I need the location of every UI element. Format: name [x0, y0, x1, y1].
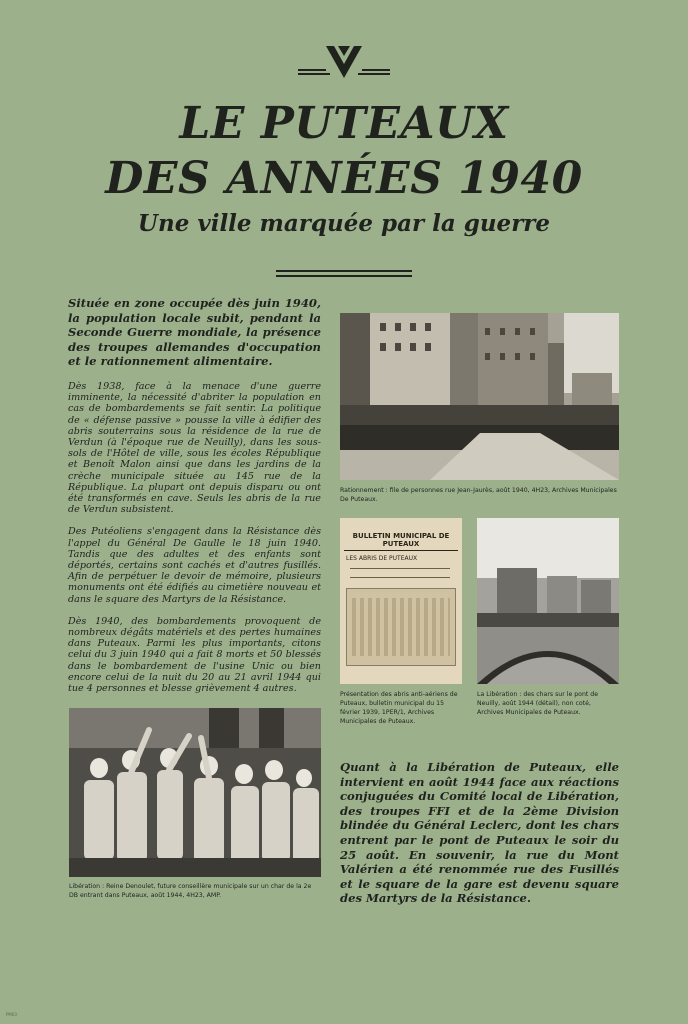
page-subtitle: Une ville marquée par la guerre	[137, 210, 551, 237]
page-title-line1: LE PUTEAUX	[179, 98, 509, 149]
paragraph-bombardements: Dès 1940, des bombardements provoquent de nombreux dégâts matériels et des pertes humaines dans Puteaux. Parmi les plus importants, citons celui du 3 juin 1940 qui a fait 8 morts et 50 blessés dans le bombardement de l'usine Unic ou bien encore celui de la nuit du 20 au 21 avril 1944 qui tue 4 personnes et blesse grièvement 4 autres.	[68, 615, 321, 695]
reference-code: PM03	[6, 1012, 17, 1017]
paragraph-abris: Dès 1938, face à la menace d'une guerre imminente, la nécessité d'abriter la population en cas de bombardements se fait sentir. La politique de « défense passive » pousse la ville à édifier des abris souterrains sous la résidence de la rue de Verdun (à l'époque rue de Neuilly), dans les sous-sols de l'Hôtel de ville, sous les écoles République et Benoît Malon ainsi que dans les jardins de la crèche municipale située au 145 rue de la République. La plupart ont depuis disparu ou ont été transformés en cave. Seuls les abris de la rue de Verdun subsistent.	[68, 380, 321, 516]
photo-bulletin-municipal	[340, 518, 462, 684]
left-column	[68, 296, 321, 705]
page-title-line2: DES ANNÉES 1940	[105, 153, 583, 204]
art-deco-emblem	[296, 42, 392, 82]
photo-rationnement	[340, 313, 619, 480]
caption-rationnement: Rationnement : file de personnes rue Jean-Jaurès, août 1940, 4H23, Archives Municipales De Puteaux.	[340, 487, 617, 503]
caption-liberation: Libération : Reine Denoulet, future conseillère municipale sur un char de la 2e DB entrant dans Puteaux, août 1944, 4H23, AMP.	[69, 883, 312, 899]
bulletin-heading: LES ABRIS DE PUTEAUX	[346, 555, 418, 562]
bulletin-title: BULLETIN MUNICIPAL DE PUTEAUX	[352, 532, 450, 548]
caption-bulletin: Présentation des abris anti-aériens de Puteaux, bulletin municipal du 15 février 1939, 1PER/1, Archives Municipales de Puteaux.	[340, 691, 458, 725]
paragraph-resistance: Des Putéoliens s'engagent dans la Résistance dès l'appel du Général De Gaulle le 18 juin 1940. Tandis que des adultes et des enfants sont déportés, certains sont cachés et d'autres fusillés. Afin de perpétuer le devoir de mémoire, plusieurs monuments ont été édifiés au cimetière nouveau et dans le square des Martyrs de la Résistance.	[68, 526, 321, 605]
photo-pont-neuilly	[477, 518, 619, 684]
title-divider	[276, 270, 412, 282]
photo-liberation	[69, 708, 321, 877]
intro-paragraph: Située en zone occupée dès juin 1940, la population locale subit, pendant la Seconde Guerre mondiale, la présence des troupes allemandes d'occupation et le rationnement alimentaire.	[68, 296, 321, 369]
paragraph-liberation: Quant à la Libération de Puteaux, elle intervient en août 1944 face aux réactions conjuguées du Comité local de Libération, des troupes FFI et de la 2ème Division blindée du Général Leclerc, dont les chars entrent par le pont de Puteaux le soir du 25 août. En souvenir, la rue du Mont Valérien a été renommée rue des Fusillés et le square de la gare est devenu square des Martyrs de la Résistance.	[340, 760, 619, 906]
caption-pont: La Libération : des chars sur le pont de Neuilly, août 1944 (détail), non coté, Archives Municipales de Puteaux.	[477, 691, 598, 716]
